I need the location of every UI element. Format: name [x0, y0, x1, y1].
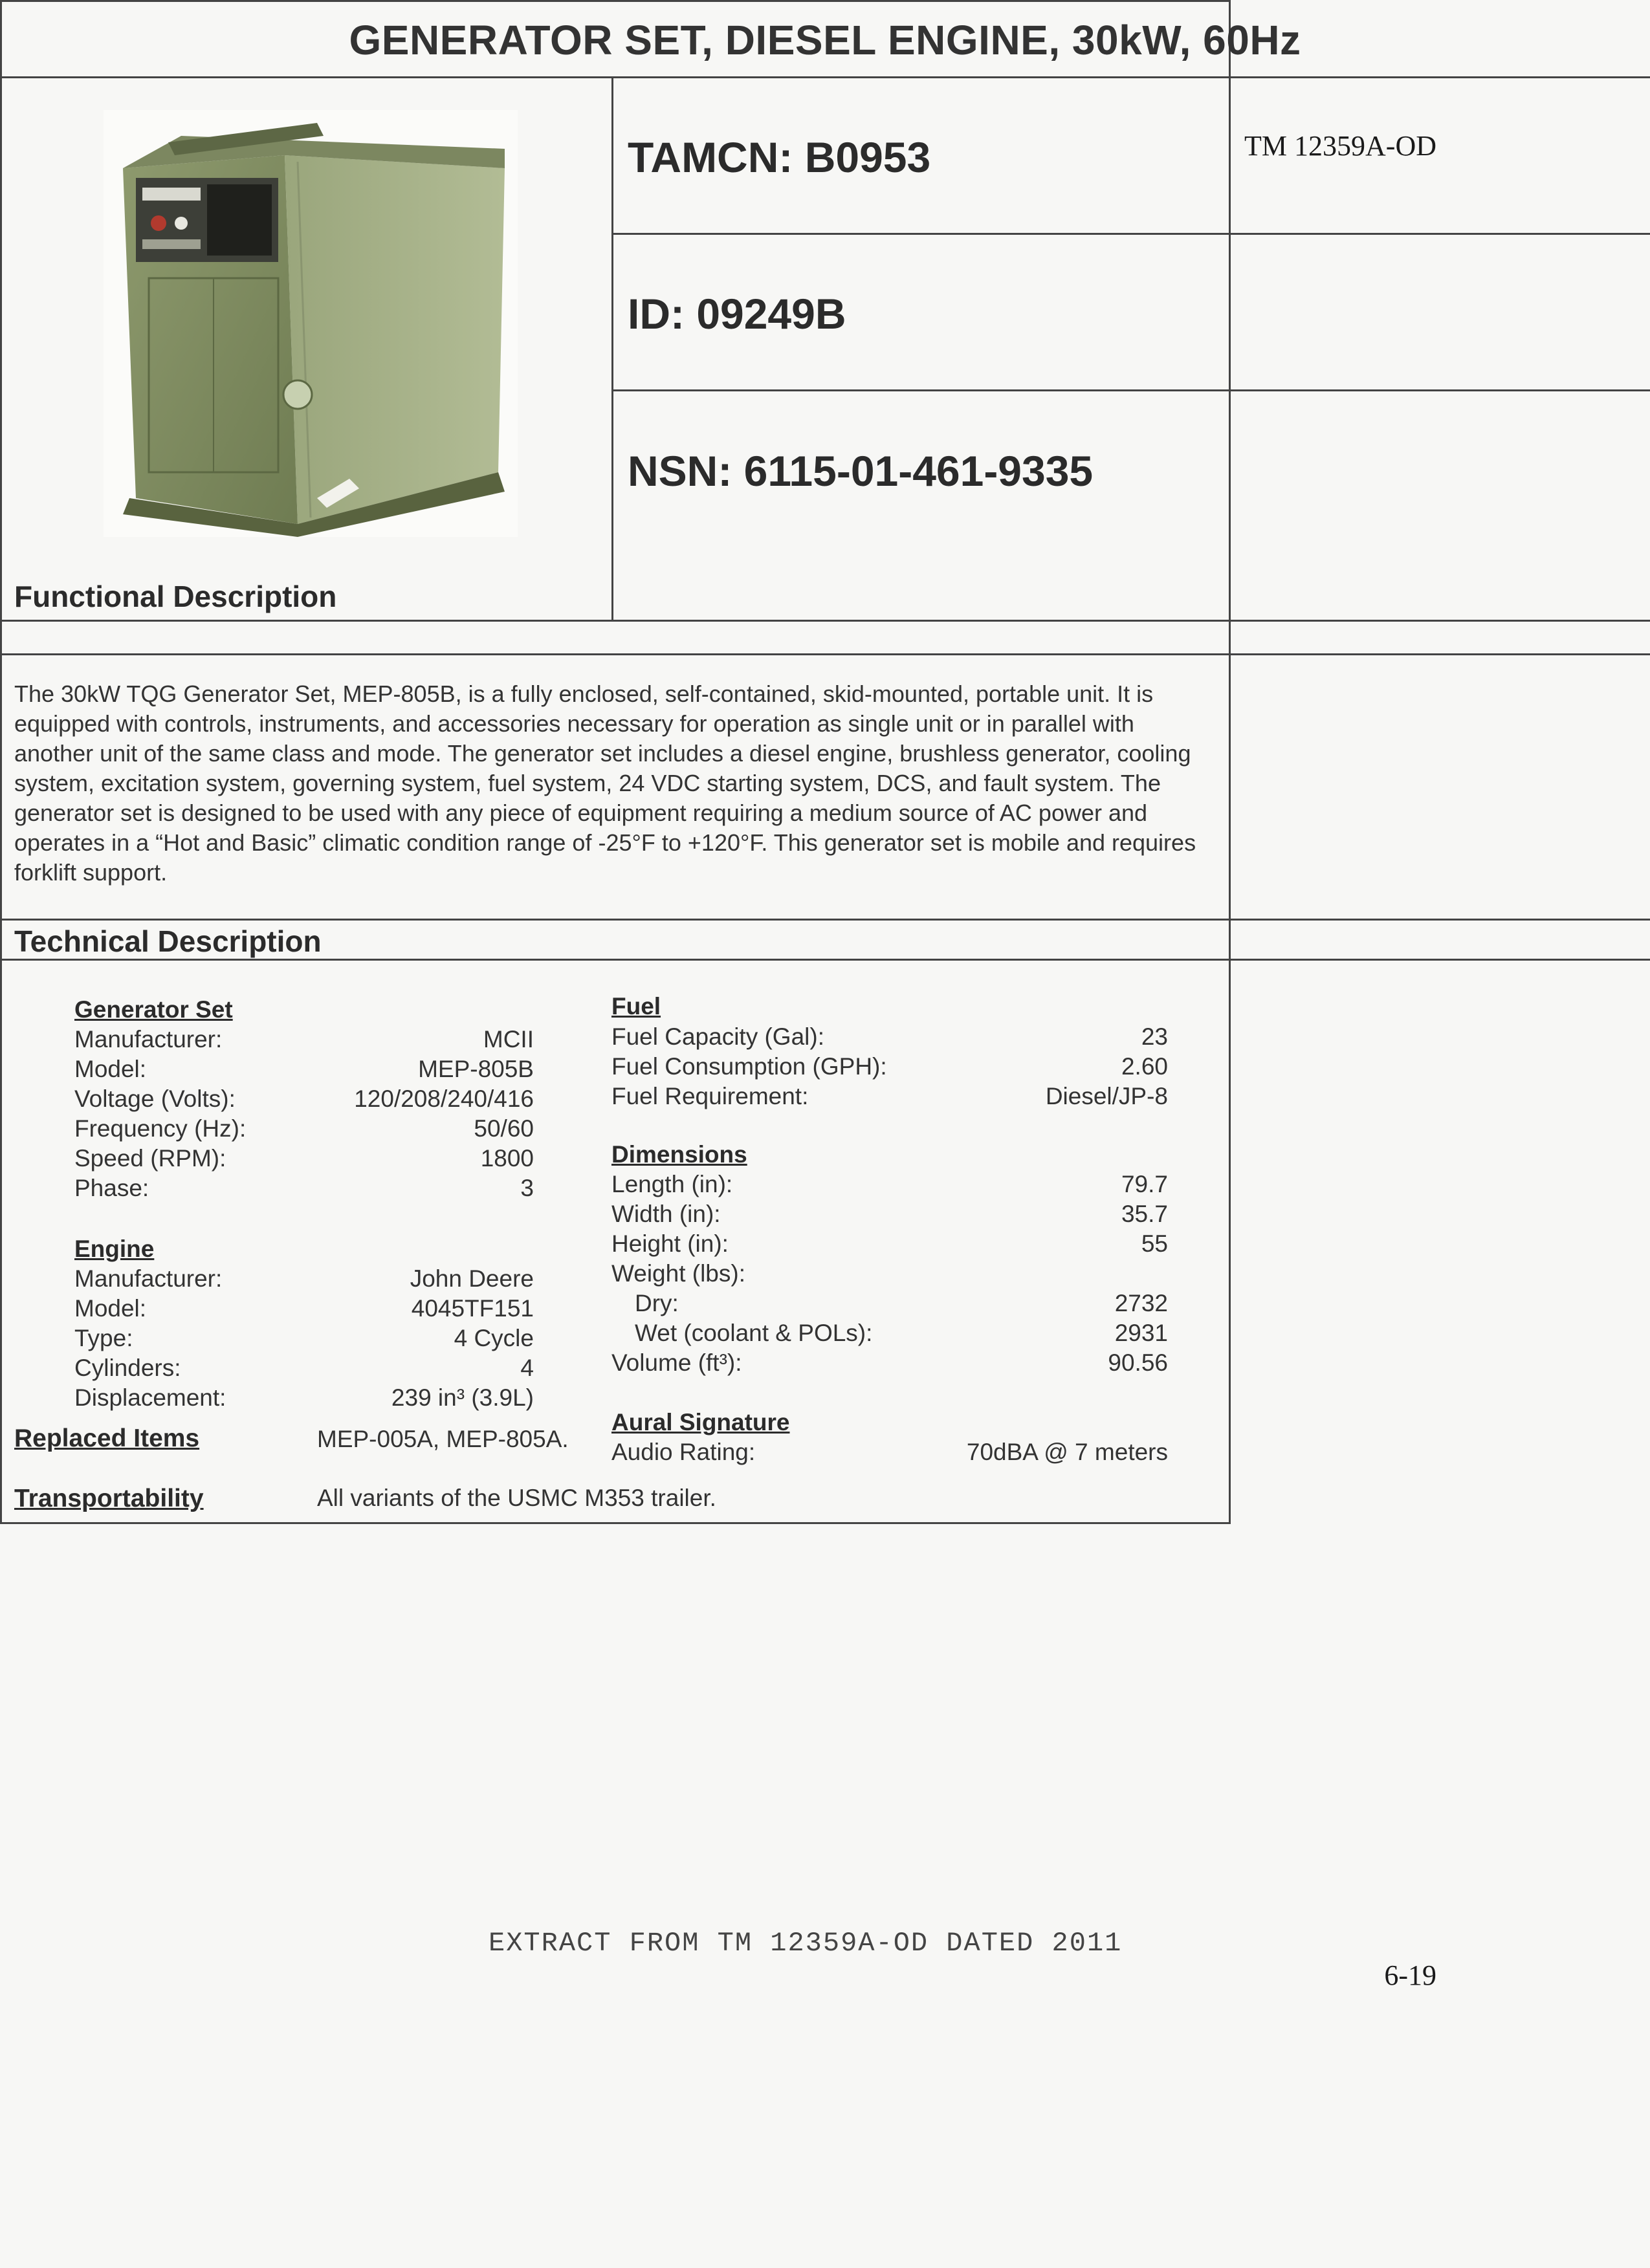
- divider: [0, 653, 1650, 655]
- divider: [611, 233, 1650, 235]
- spec-row: Displacement: 239 in³ (3.9L): [74, 1384, 534, 1411]
- spec-row: Audio Rating: 70dBA @ 7 meters: [611, 1439, 1168, 1465]
- replaced-items-label: Replaced Items: [14, 1424, 200, 1452]
- generator-set-heading: Generator Set: [74, 996, 233, 1023]
- divider: [0, 919, 1650, 921]
- divider: [611, 76, 613, 620]
- page-title: GENERATOR SET, DIESEL ENGINE, 30kW, 60Hz: [349, 17, 1301, 63]
- divider: [0, 76, 1650, 78]
- tamcn-label: TAMCN: B0953: [628, 133, 931, 181]
- technical-description-heading: Technical Description: [14, 924, 322, 958]
- functional-description-heading: Functional Description: [14, 580, 337, 613]
- spec-row: Length (in): 79.7: [611, 1171, 1168, 1197]
- spec-row: Manufacturer: John Deere: [74, 1265, 534, 1292]
- spec-row: Volume (ft³): 90.56: [611, 1349, 1168, 1376]
- spec-row: Fuel Requirement: Diesel/JP-8: [611, 1083, 1168, 1109]
- functional-description-text: The 30kW TQG Generator Set, MEP-805B, is a fully enclosed, self-contained, skid-mounted, portable unit. It is equipped with controls, instruments, and accessories necessary for operation as single unit or in parallel with another unit of the same class and mode. The generator set includes a diesel engine, brushless generator, cooling system, excitation system, governing system, fuel system, 24 VDC starting system, DCS, and fault system. The generator set is designed to be used with any piece of equipment requiring a medium source of AC power and operates in a “Hot and Basic” climatic condition range of -25°F to +120°F. This generator set is mobile and requires forklift support.: [14, 681, 1196, 886]
- spec-row: Weight (lbs):: [611, 1260, 745, 1287]
- id-label: ID: 09249B: [628, 290, 846, 338]
- fuel-heading: Fuel: [611, 993, 661, 1020]
- document-id-header: TM 12359A-OD: [1244, 130, 1436, 162]
- dimensions-heading: Dimensions: [611, 1141, 747, 1168]
- spec-row: Fuel Capacity (Gal): 23: [611, 1023, 1168, 1050]
- spec-row: Type: 4 Cycle: [74, 1325, 534, 1351]
- spec-row: Voltage (Volts): 120/208/240/416: [74, 1085, 534, 1112]
- spec-row: Cylinders: 4: [74, 1355, 534, 1381]
- divider: [0, 959, 1650, 961]
- divider: [611, 389, 1650, 391]
- divider: [0, 620, 1650, 622]
- page-number: 6-19: [1384, 1959, 1436, 1991]
- transportability-value: All variants of the USMC M353 trailer.: [317, 1485, 716, 1511]
- spec-row: Height (in): 55: [611, 1230, 1168, 1257]
- extract-note: EXTRACT FROM TM 12359A-OD DATED 2011: [489, 1928, 1123, 1959]
- replaced-items-value: MEP-005A, MEP-805A.: [317, 1426, 569, 1452]
- engine-heading: Engine: [74, 1236, 155, 1262]
- spec-row: Model: MEP-805B: [74, 1056, 534, 1082]
- spec-row: Manufacturer: MCII: [74, 1026, 534, 1052]
- spec-row: Dry: 2732: [635, 1290, 1168, 1316]
- spec-row: Fuel Consumption (GPH): 2.60: [611, 1053, 1168, 1080]
- spec-row: Wet (coolant & POLs): 2931: [635, 1320, 1168, 1346]
- nsn-label: NSN: 6115-01-461-9335: [628, 447, 1094, 495]
- spec-row: Model: 4045TF151: [74, 1295, 534, 1322]
- transportability-label: Transportability: [14, 1485, 204, 1512]
- spec-row: Speed (RPM): 1800: [74, 1145, 534, 1172]
- aural-signature-heading: Aural Signature: [611, 1409, 790, 1435]
- spec-row: Phase: 3: [74, 1175, 534, 1201]
- spec-row: Frequency (Hz): 50/60: [74, 1115, 534, 1142]
- generator-photo: [104, 110, 518, 537]
- spec-row: Width (in): 35.7: [611, 1201, 1168, 1227]
